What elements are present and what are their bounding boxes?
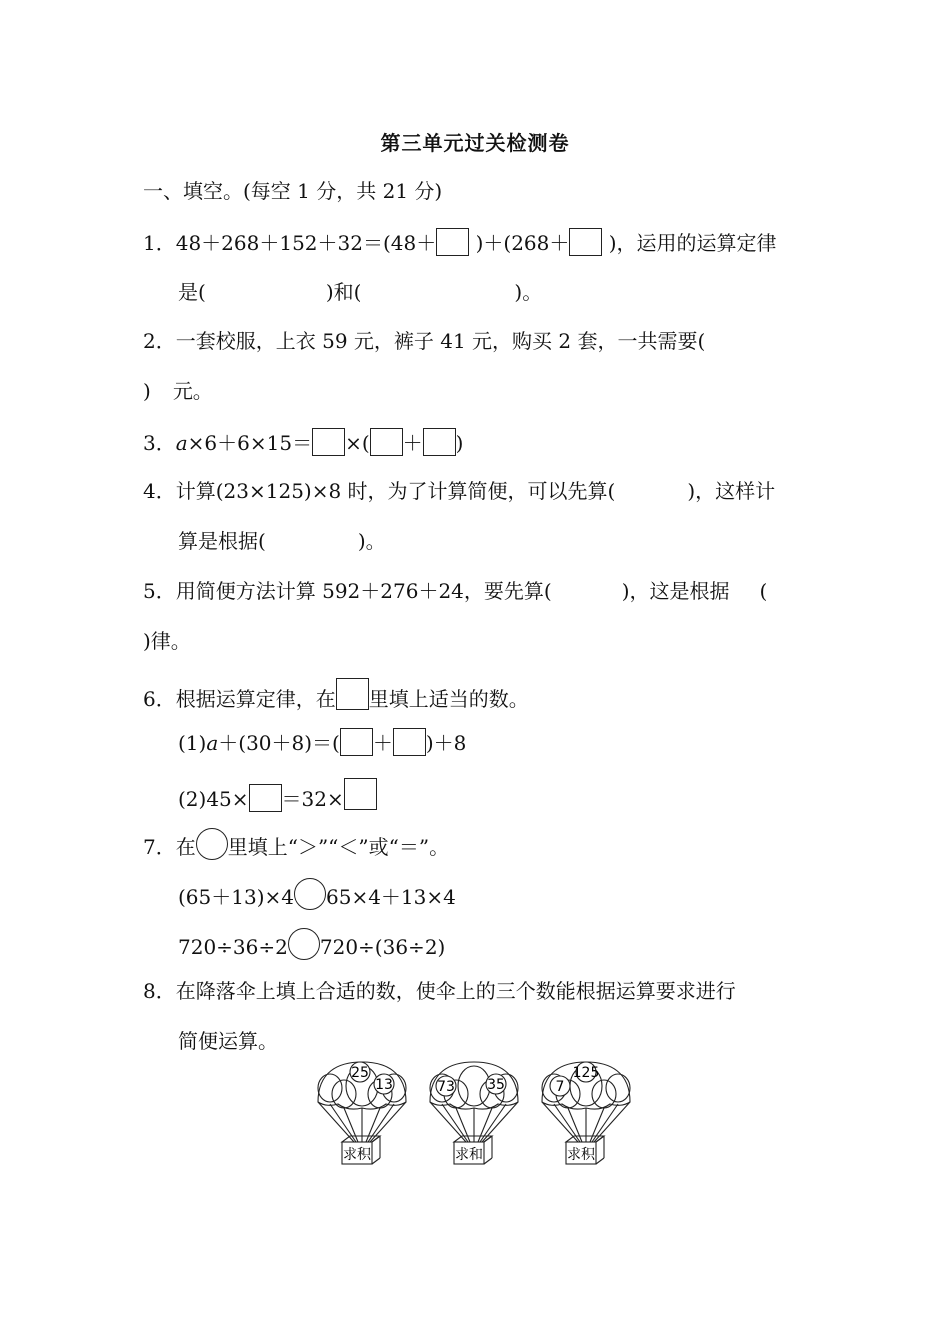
q1-text-a: 48＋268＋152＋32＝(48＋ (175, 231, 437, 255)
q2-text-b: ) (143, 379, 151, 403)
q4-text-b: )，这样计 (687, 479, 776, 503)
question-4-number: 4． (143, 479, 176, 503)
question-5-number: 5． (143, 579, 176, 603)
q4-text-a: 计算(23×125)×8 时，为了计算简便，可以先算( (175, 479, 616, 503)
parachute-graphic (314, 1058, 410, 1170)
question-2-line-1 (143, 328, 705, 354)
variable-a: a (206, 731, 219, 755)
section-heading: 一、填空。(每空 1 分，共 21 分) (143, 179, 443, 203)
q8-text-a: 在降落伞上填上合适的数，使伞上的三个数能根据运算要求进行 (175, 979, 736, 1003)
answer-box[interactable] (436, 228, 469, 256)
question-8-line-1 (143, 978, 736, 1004)
question-5-line-2 (143, 628, 191, 654)
q4-text-d: )。 (357, 529, 386, 553)
parachute-number: 73 (437, 1079, 455, 1095)
question-7-row-2 (178, 928, 445, 960)
answer-box[interactable] (370, 428, 403, 456)
question-4-line-2 (178, 528, 386, 554)
answer-box[interactable] (569, 228, 602, 256)
question-2-number: 2． (143, 329, 176, 353)
question-1-number: 1． (143, 231, 176, 255)
q6-text-a: 根据运算定律，在 (175, 687, 336, 711)
question-4-line-1 (143, 478, 775, 504)
q7-r1-left: (65＋13)×4 (178, 885, 294, 909)
parachute-number: 35 (487, 1077, 505, 1093)
q6-s1-text-d: )＋8 (425, 731, 467, 755)
question-6-number: 6． (143, 687, 176, 711)
q4-text-c: 算是根据( (178, 529, 266, 553)
q8-text-b: 简便运算。 (178, 1029, 278, 1053)
parachute-graphic (538, 1058, 634, 1170)
q5-text-d: )律。 (143, 629, 191, 653)
q1-text-d: 是( (178, 280, 206, 304)
q1-text-e: )和( (325, 280, 362, 304)
parachute-3 (538, 1058, 634, 1170)
q5-text-b: )，这是根据 (621, 579, 730, 603)
parachute-number: 7 (555, 1079, 565, 1095)
example-circle (196, 828, 228, 860)
question-1-line-1 (143, 228, 777, 256)
question-6 (143, 678, 529, 712)
question-3-number: 3． (143, 431, 176, 455)
question-2-line-2 (143, 378, 213, 404)
q1-text-b: )＋(268＋ (469, 231, 570, 255)
question-8-line-2 (178, 1028, 278, 1054)
q6-s2-text-a: (2)45× (178, 787, 249, 811)
question-6-sub-2 (178, 778, 377, 812)
q3-text-a: ×6＋6×15＝ (187, 431, 313, 455)
answer-box[interactable] (340, 728, 373, 756)
page-title: 第三单元过关检测卷 (380, 131, 570, 155)
parachute-box-label: 求积 (343, 1147, 371, 1163)
q7-text-b: 里填上“＞”“＜”或“＝”。 (227, 835, 450, 859)
example-box (336, 678, 369, 710)
q3-text-b: ×( (345, 431, 370, 455)
q3-text-c: ＋ (402, 431, 423, 455)
parachute-number: 25 (351, 1065, 369, 1081)
answer-box[interactable] (393, 728, 426, 756)
question-8-number: 8． (143, 979, 176, 1003)
q7-text-a: 在 (175, 835, 196, 859)
q2-text-a: 一套校服，上衣 59 元，裤子 41 元，购买 2 套，一共需要( (175, 329, 706, 353)
parachute-box-label: 求积 (567, 1147, 595, 1163)
compare-circle[interactable] (294, 878, 326, 910)
question-1-line-2 (178, 279, 542, 305)
parachute-graphic (426, 1058, 522, 1170)
answer-box[interactable] (249, 784, 282, 812)
q7-r1-right: 65×4＋13×4 (326, 885, 456, 909)
q2-text-c: 元。 (172, 379, 213, 403)
question-7 (143, 828, 449, 860)
question-6-sub-1 (178, 728, 466, 756)
q7-r2-left: 720÷36÷2 (178, 935, 288, 959)
question-7-row-1 (178, 878, 456, 910)
parachute-1 (314, 1058, 410, 1170)
variable-a: a (175, 431, 188, 455)
question-5-line-1 (143, 578, 767, 604)
q7-r2-right: 720÷(36÷2) (319, 935, 446, 959)
q6-s1-text-a: (1) (178, 731, 207, 755)
q6-s1-text-c: ＋ (372, 731, 393, 755)
q1-text-f: )。 (514, 280, 543, 304)
parachute-box-label: 求和 (455, 1147, 483, 1163)
q5-text-a: 用简便方法计算 592＋276＋24，要先算( (175, 579, 552, 603)
compare-circle[interactable] (288, 928, 320, 960)
parachute-number: 125 (572, 1065, 600, 1081)
answer-box[interactable] (423, 428, 456, 456)
q1-text-c: )，运用的运算定律 (602, 231, 777, 255)
parachute-number: 13 (375, 1077, 393, 1093)
answer-box[interactable] (344, 778, 377, 810)
question-3 (143, 428, 463, 456)
answer-box[interactable] (312, 428, 345, 456)
q6-s1-text-b: ＋(30＋8)＝( (218, 731, 340, 755)
parachute-2 (426, 1058, 522, 1170)
q3-text-d: ) (455, 431, 464, 455)
question-7-number: 7． (143, 835, 176, 859)
q6-s2-text-b: ＝32× (281, 787, 344, 811)
q6-text-b: 里填上适当的数。 (368, 687, 529, 711)
q5-text-c: ( (759, 579, 768, 603)
